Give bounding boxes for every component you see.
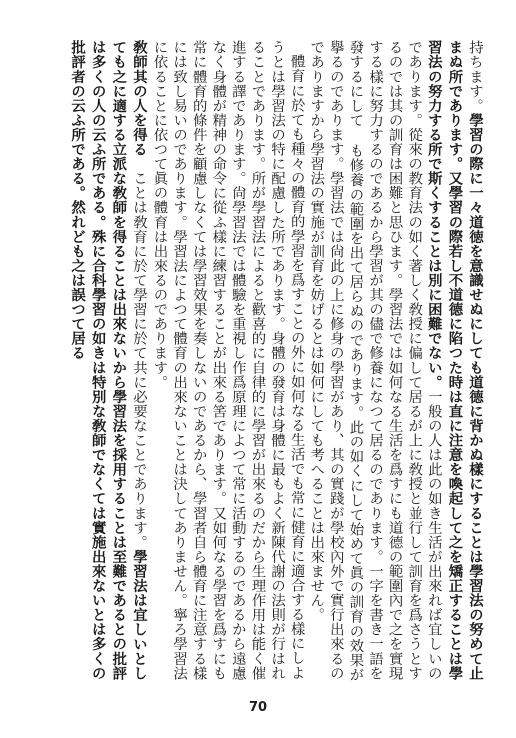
body-text — [45, 40, 485, 688]
text-segment: 體育に於ても種々の體育的學習を爲すことの外に如何なる生活でも常に健育に適合する樣にしようとは學習法の特に配慮した所であります。身體の發育は身體に最もよく新陳代謝の法則が行はれることであります。所が學習法によると歡喜的に自律的に學習が出來るのだから生理作用は能く催進する譯であります。尙學習法では體驗を重視し作爲原理によつて常に活動するのであるから遠慮なく身體が精神の命令に從ふ樣に練習することが出來る筈であります。又如何なる學習を爲すにも常に體育的條件を顧慮しなくては學習效果を奏しないのであるから、學習者自ら體育に注意する樣には致し易いのであります。學習法によつて體育の出來ないことは決してありません。寧ろ學習法に依ることに依つて眞の體育は出來るのであります。 — [151, 40, 305, 681]
bold-text-segment: 又學習の際若し不道德に陷つた時は直に注意を喚起して之を矯正することは學習法の努力する所で斯くすることは別に困難でない。 — [425, 40, 464, 681]
bold-text-segment: 殊に合科學習の如きは特別な敎師でなくては實施出來ないとは多くの批評者の云ふ所である。 — [69, 40, 107, 681]
bold-text-segment: 然れども之は誤つて居る — [69, 200, 87, 361]
text-segment: 持ちます。 — [467, 40, 483, 113]
paragraph-teacher — [67, 40, 149, 688]
text-segment: ことは敎育に於て學習に於て共に必要なことであります。 — [130, 170, 147, 550]
text-segment: 一般の人は此の如き生活が出來れば宜しいのであります。從來の教育法の如く著しく敎授に偏して居るが上に敎授と並行して訓育を爲さうとするのでは其の訓育は困難と思ひます。學習法では如何なる生活を爲すにも道德の範圍內で之を實現する樣に努力するのであるから學習が其の儘で修養になつて居るのであります。一字を書き一語を發するにして も修養の範圍を出て居らぬのであります。此の如くにして始めて眞の訓育の效果が擧るのであります。學習法では尙此の上に修身の學習があり、其の實踐が學校內外で實行出來るのでありますから學習法の實施が訓育を妨げるとは如何にしても考へることは出來ません。 — [308, 40, 442, 682]
section-heading: 敎師其の人を得る — [130, 40, 148, 157]
bold-text-segment: 學習法は宜しいとしても之に適する立派な敎師を得ることは出來ないから學習法を採用することは至難であるとの批評は多くの人の云ふ所である。 — [89, 40, 148, 681]
bold-text-segment: 學習の際に一々道徳を意識せぬにしても道德に背かぬ樣にすることは學習法の努めて止まぬ所であります。 — [446, 40, 484, 681]
page-number: 70 — [248, 700, 268, 715]
paragraph-physical-education — [149, 40, 306, 688]
paragraph-moral-training — [306, 40, 485, 688]
